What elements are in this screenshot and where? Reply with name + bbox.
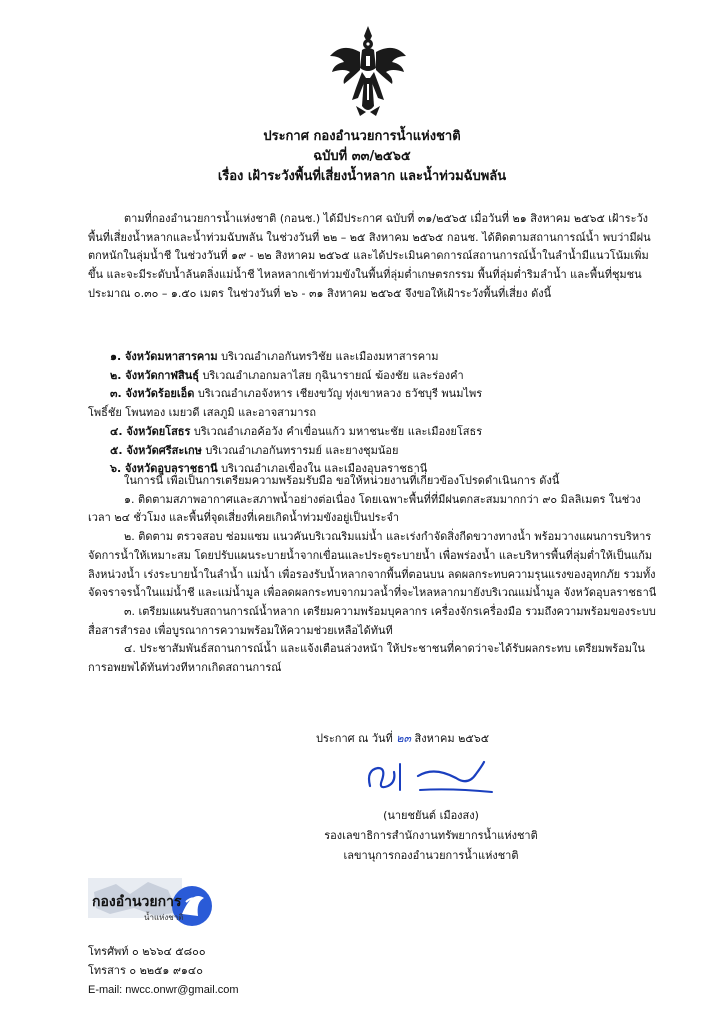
- action-item: ๒. ติดตาม ตรวจสอบ ซ่อมแซม แนวคันบริเวณริมแม่น้ำ และเร่งกำจัดสิ่งกีดขวางทางน้ำ พร้อมวางแผนการบริหารจัดการน้ำให้เหมาะสม โดยปรับแผนระบายน้ำจากเขื่อนและประตูระบายน้ำ เพื่อพร่องน้ำ และบริหารพื้นที่ลุ่มต่ำให้เป็นแก้มลิงหน่วงน้ำ เร่งระบายน้ำในลำน้ำ แม่น้ำ เพื่อรองรับน้ำหลากจากพื้นที่ตอนบน ลดผลกระทบความรุนแรงของอุทกภัย รวมทั้งจัดจราจรน้ำในแม่น้ำชี และแม่น้ำมูล เพื่อลดผลกระทบจากมวลน้ำที่จะไหลหลากมายังบริเวณแม่น้ำมูล จังหวัดอุบลราชธานี: [88, 530, 657, 600]
- province-area: บริเวณอำเภอกันทรารมย์ และยางชุมน้อย: [201, 443, 399, 457]
- signer-position: รองเลขาธิการสำนักงานทรัพยากรน้ำแห่งชาติ: [324, 829, 538, 842]
- action-item: ๑. ติดตามสภาพอากาศและสภาพน้ำอย่างต่อเนื่อง โดยเฉพาะพื้นที่ที่มีฝนตกสะสมมากกว่า ๙๐ มิลลิเมตร ในช่วงเวลา ๒๔ ชั่วโมง และพื้นที่จุดเสี่ยงที่เคยเกิดน้ำท่วมขังอยู่เป็นประจำ: [88, 492, 641, 525]
- date-day: ๒๓: [396, 732, 412, 745]
- date-prefix: ประกาศ ณ วันที่: [316, 732, 397, 745]
- province-name: ๕. จังหวัดศรีสะเกษ: [110, 443, 202, 457]
- action-item: ๓. เตรียมแผนรับสถานการณ์น้ำหลาก เตรียมความพร้อมบุคลากร เครื่องจักรเครื่องมือ รวมถึงความพร้อมของระบบสื่อสารสำรอง เพื่อบูรณาการความพร้อมให้ความช่วยเหลือได้ทันที: [88, 604, 656, 637]
- logo-subtext: น้ำแห่งชาติ: [144, 913, 184, 922]
- province-item: [110, 348, 662, 367]
- province-area: บริเวณอำเภอกันทรวิชัย และเมืองมหาสารคาม: [217, 350, 439, 363]
- intro-text: ตามที่กองอำนวยการน้ำแห่งชาติ (กอนช.) ได้มีประกาศ ฉบับที่ ๓๑/๒๕๖๕ เมื่อวันที่ ๒๑ สิงหาคม ๒๕๖๕ เฝ้าระวังพื้นที่เสี่ยงน้ำหลากและน้ำท่วมฉับพลัน ในช่วงวันที่ ๒๒ – ๒๕ สิงหาคม ๒๕๖๕ กอนช. ได้ติดตามสถานการณ์น้ำ พบว่ามีฝนตกหนักในลุ่มน้ำชี ในช่วงวันที่ ๑๙ - ๒๒ สิงหาคม ๒๕๖๕ และได้ประเมินคาดการณ์สถานการณ์น้ำในลำน้ำมีแนวโน้มเพิ่มขึ้น และจะมีระดับน้ำล้นตลิ่งแม่น้ำชี ไหลหลากเข้าท่วมขังในพื้นที่ลุ่มต่ำเกษตรกรรม พื้นที่ลุ่มต่ำริมลำน้ำ และพื้นที่ชุมชน ประมาณ ๐.๓๐ – ๑.๕๐ เมตร ในช่วงวันที่ ๒๖ - ๓๑ สิงหาคม ๒๕๖๕ จึงขอให้เฝ้าระวังพื้นที่เสี่ยง ดังนี้: [88, 212, 651, 300]
- garuda-emblem-icon: [326, 22, 410, 118]
- announcement-number: ฉบับที่ ๓๓/๒๕๖๕: [313, 149, 411, 164]
- handwritten-signature-icon: [360, 756, 510, 800]
- province-item: [110, 423, 662, 442]
- province-name: ๑. จังหวัดมหาสารคาม: [110, 350, 218, 363]
- actions-section: [88, 472, 662, 678]
- province-list: [88, 348, 662, 479]
- province-area: บริเวณอำเภอค้อวัง คำเขื่อนแก้ว มหาชนะชัย และเมืองยโสธร: [190, 424, 483, 438]
- province-item: [110, 367, 662, 386]
- announcement-title: ประกาศ กองอำนวยการน้ำแห่งชาติ: [263, 129, 461, 144]
- intro-paragraph: [88, 210, 662, 304]
- province-item: [110, 442, 662, 461]
- actions-intro: ในการนี้ เพื่อเป็นการเตรียมความพร้อมรับมือ ขอให้หน่วยงานที่เกี่ยวข้องโปรดดำเนินการ ดังนี้: [124, 474, 560, 487]
- signer-secretary-title: เลขานุการกองอำนวยการน้ำแห่งชาติ: [343, 849, 519, 862]
- contact-fax: โทรสาร ๐ ๒๒๕๑ ๙๑๔๐: [88, 964, 203, 977]
- province-area: บริเวณอำเภอจังหาร เชียงขวัญ ทุ่งเขาหลวง ธวัชบุรี พนมไพร: [194, 387, 483, 401]
- contact-email: E-mail: nwcc.onwr@gmail.com: [88, 984, 239, 996]
- province-area: บริเวณอำเภอกมลาไสย กุฉินารายณ์ ฆ้องชัย และร่องคำ: [198, 368, 464, 382]
- province-item: [110, 385, 662, 404]
- signer-name: (นายชยันต์ เมืองสง): [383, 809, 479, 822]
- announcement-subject: เรื่อง เฝ้าระวังพื้นที่เสี่ยงน้ำหลาก และน้ำท่วมฉับพลัน: [217, 169, 507, 184]
- province-name: ๖. จังหวัดอุบลราชธานี: [110, 462, 218, 476]
- action-item: ๔. ประชาสัมพันธ์สถานการณ์น้ำ และแจ้งเตือนล่วงหน้า ให้ประชาชนที่คาดว่าจะได้รับผลกระทบ เตรียมพร้อมในการอพยพได้ทันท่วงทีหากเกิดสถานการณ์: [88, 642, 645, 675]
- nwcc-logo-icon: [86, 872, 216, 938]
- province-name: ๒. จังหวัดกาฬสินธุ์: [110, 368, 199, 382]
- province-area-continued: โพธิ์ชัย โพนทอง เมยวดี เสลภูมิ และอาจสามารถ: [88, 406, 317, 420]
- logo-text: กองอำนวยการ: [92, 894, 182, 910]
- announcement-date: [316, 730, 489, 748]
- province-name: ๔. จังหวัดยโสธร: [110, 424, 191, 438]
- province-name: ๓. จังหวัดร้อยเอ็ด: [110, 387, 195, 401]
- province-area: บริเวณอำเภอเขื่องใน และเมืองอุบลราชธานี: [217, 462, 428, 476]
- contact-phone: โทรศัพท์ ๐ ๒๖๖๔ ๕๘๐๐: [88, 945, 206, 958]
- date-suffix: สิงหาคม ๒๕๖๕: [411, 732, 490, 745]
